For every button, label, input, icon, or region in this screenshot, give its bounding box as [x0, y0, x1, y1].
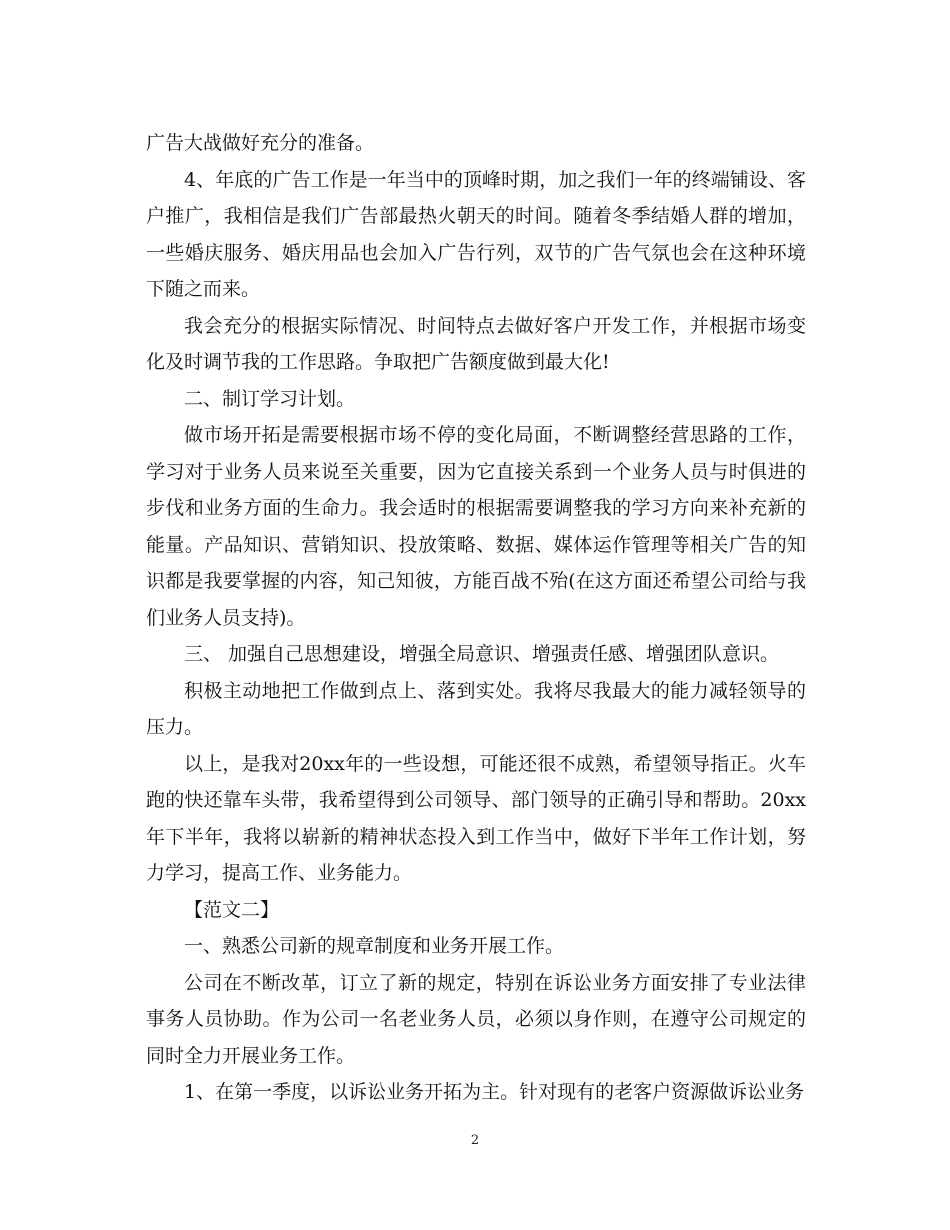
- section-heading-rules: 一、熟悉公司新的规章制度和业务开展工作。: [184, 935, 565, 957]
- page-number: 2: [470, 1133, 480, 1148]
- paragraph-5: 做市场开拓是需要根据市场不停的变化局面，不断调整经营思路的工作，学习对于业务人员来说至关重要，因为它直接关系到一个业务人员与时俱进的步伐和业务方面的生命力。我会适时的根据需要调整我的学习方向来补充新的能量。产品知识、营销知识、投放策略、数据、媒体运作管理等相关广告的知识都是我要掌握的内容，知己知彼，方能百战不殆(在这方面还希望公司给与我们业务人员支持)。: [146, 424, 806, 629]
- document-body: [146, 125, 806, 1111]
- paragraph-7: 积极主动地把工作做到点上、落到实处。我将尽我最大的能力减轻领导的压力。: [146, 679, 806, 738]
- paragraph-11: 公司在不断改革，订立了新的规定，特别在诉讼业务方面安排了专业法律事务人员协助。作为公司一名老业务人员，必须以身作则，在遵守公司规定的同时全力开展业务工作。: [146, 971, 806, 1067]
- paragraph-3: 我会充分的根据实际情况、时间特点去做好客户开发工作，并根据市场变化及时调节我的工作思路。争取把广告额度做到最大化!: [146, 314, 806, 373]
- sample-heading-2: 【范文二】: [184, 898, 280, 921]
- paragraph-8: 以上，是我对20xx年的一些设想，可能还很不成熟，希望领导指正。火车跑的快还靠车头带，我希望得到公司领导、部门领导的正确引导和帮助。20xx年下半年，我将以崭新的精神状态投入到工作当中，做好下半年工作计划，努力学习，提高工作、业务能力。: [146, 752, 806, 884]
- paragraph-2: 4、年底的广告工作是一年当中的顶峰时期，加之我们一年的终端铺设、客户推广，我相信是我们广告部最热火朝天的时间。随着冬季结婚人群的增加，一些婚庆服务、婚庆用品也会加入广告行列，双节的广告气氛也会在这种环境下随之而来。: [146, 168, 806, 300]
- section-heading-ideology: 三、 加强自己思想建设，增强全局意识、增强责任感、增强团队意识。: [184, 643, 780, 665]
- paragraph-1: 广告大战做好充分的准备。: [146, 132, 375, 154]
- paragraph-12: 1、在第一季度，以诉讼业务开拓为主。针对现有的老客户资源做诉讼业务: [184, 1081, 805, 1103]
- section-heading-study-plan: 二、制订学习计划。: [184, 387, 356, 410]
